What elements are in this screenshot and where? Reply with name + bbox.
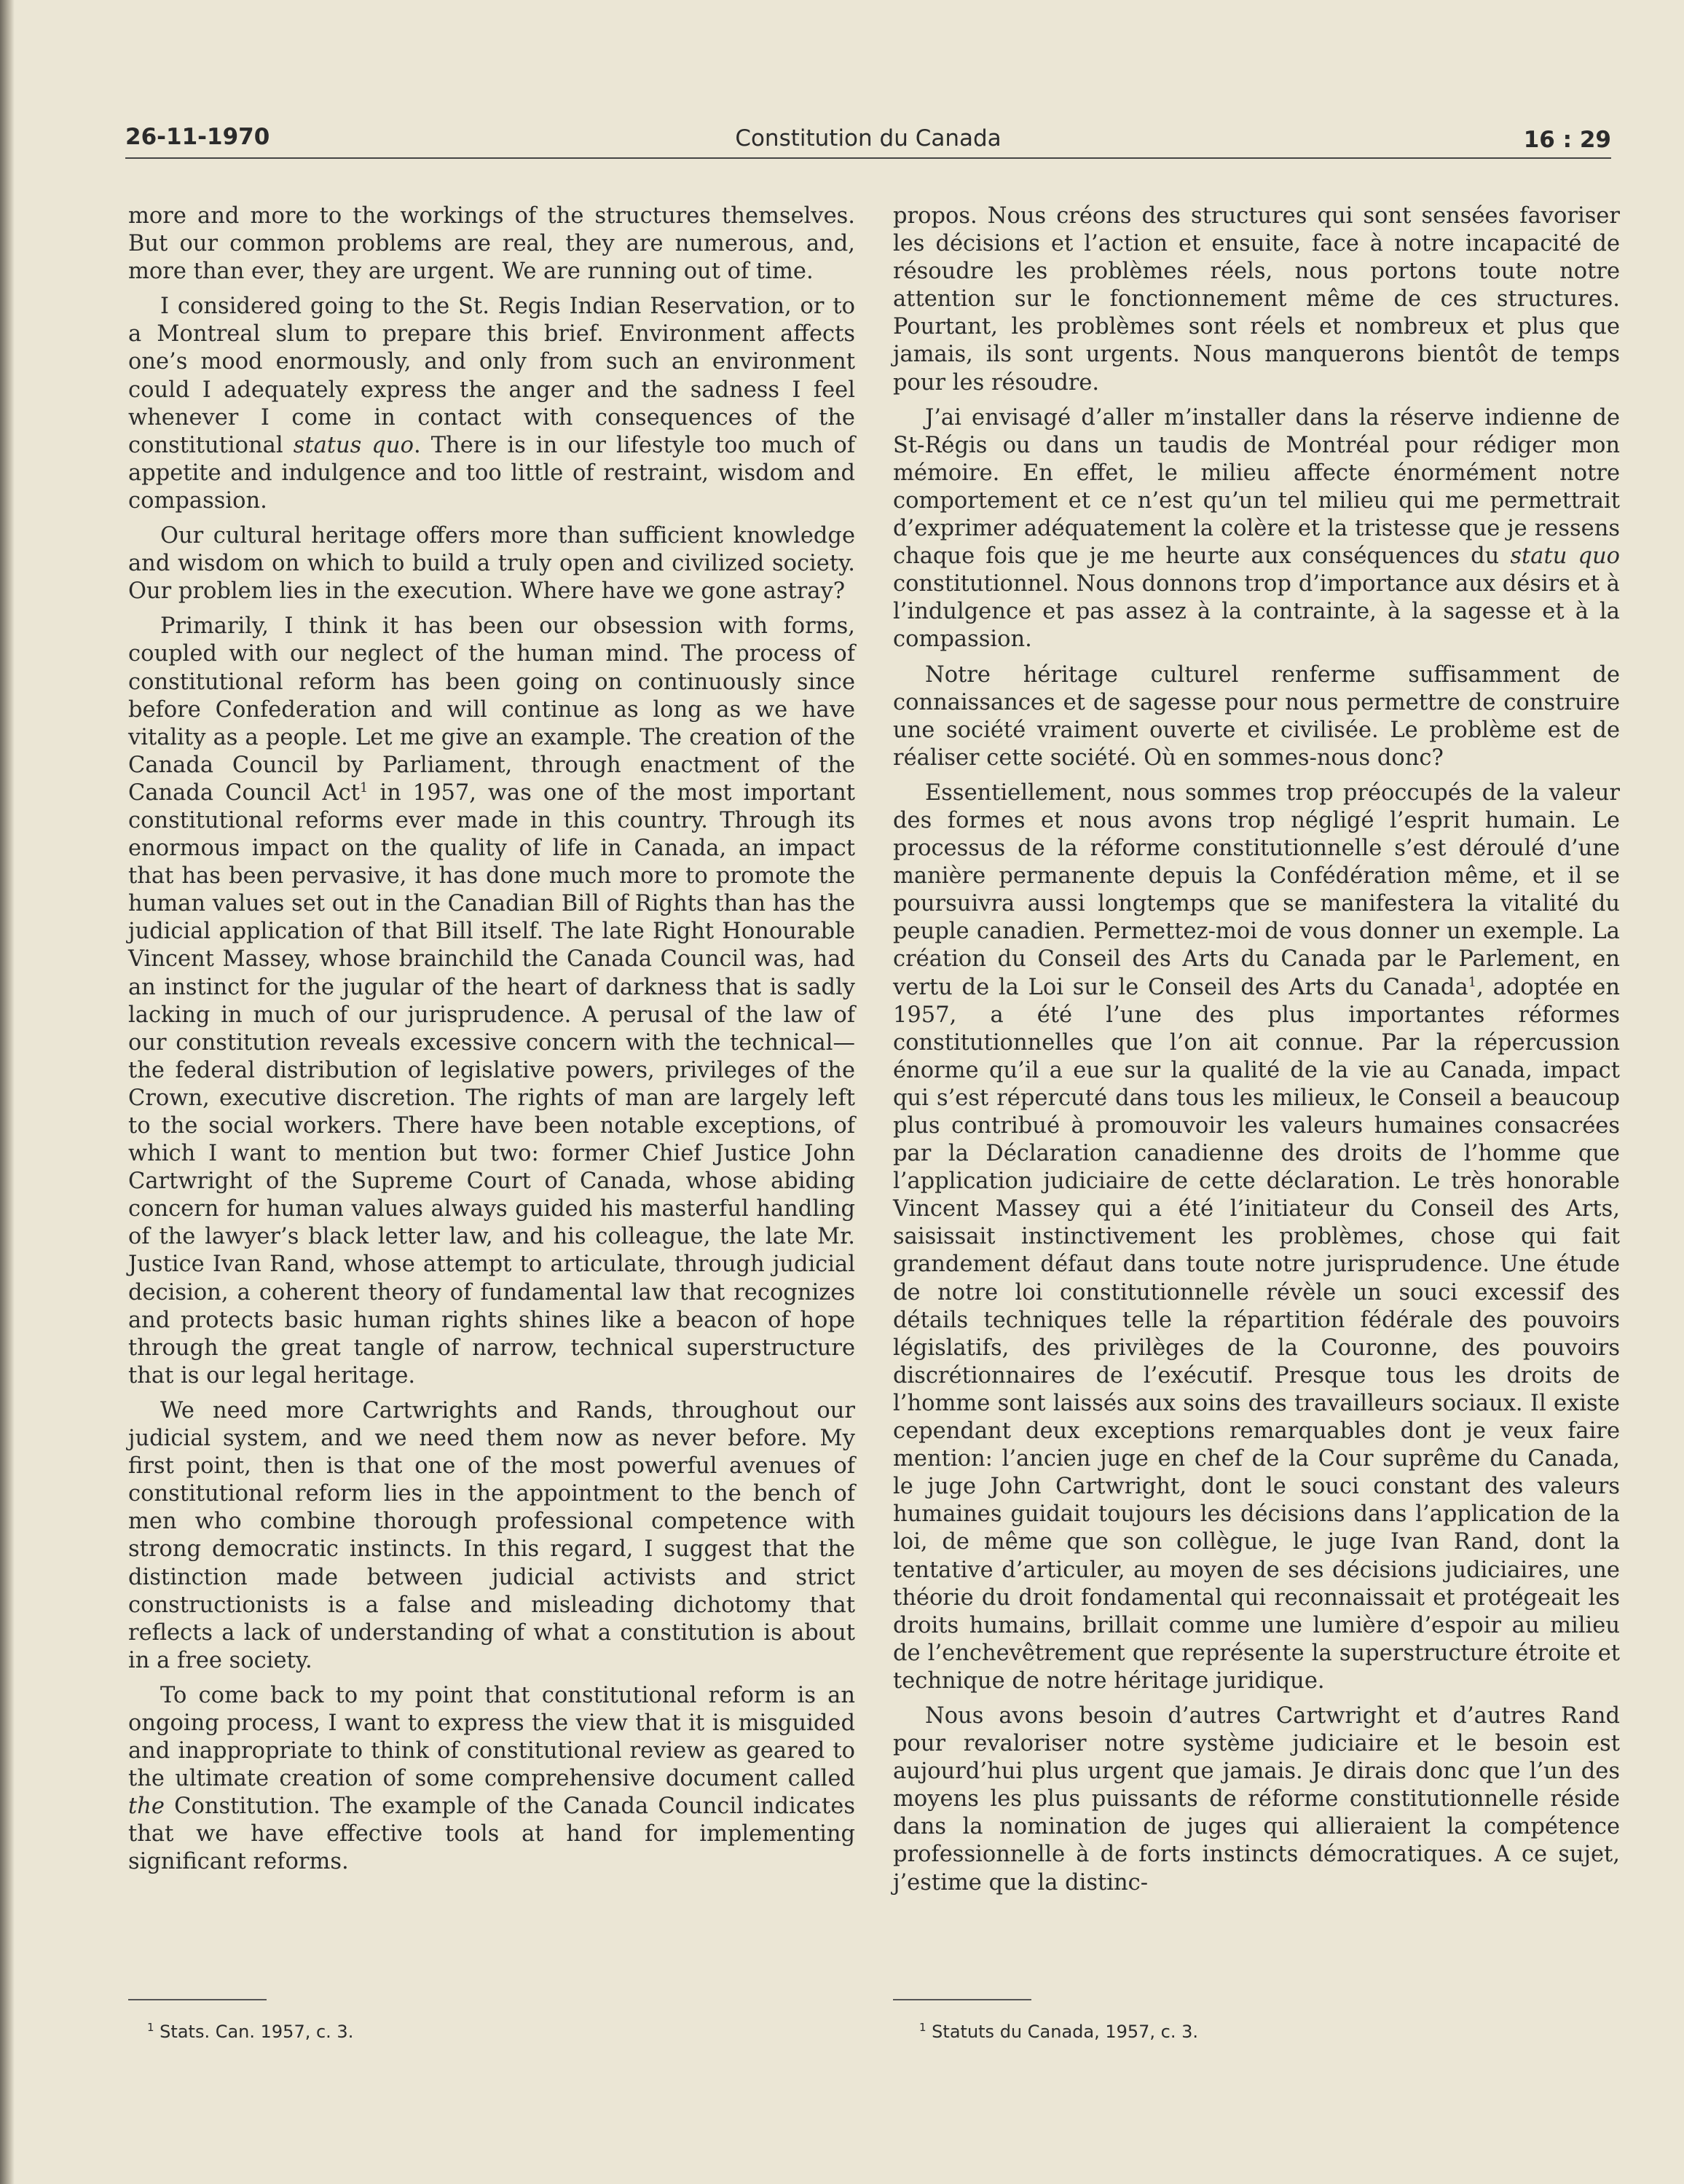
page-header	[125, 121, 1611, 159]
paragraph: more and more to the workings of the structures themselves. But our common problems are real, they are numerous, and, more than ever, they are urgent. We are running out of time.	[128, 203, 855, 285]
paragraph: Our cultural heritage offers more than sufficient knowledge and wisdom on which to build a truly open and civilized society. Our problem lies in the execution. Where have we gone astray?	[128, 523, 855, 605]
footnote-divider	[893, 1999, 1031, 2000]
paragraph: Nous avons besoin d’autres Cartwright et d’autres Rand pour revaloriser notre système judiciaire et le besoin est aujourd’hui plus urgent que jamais. Je dirais donc que l’un des moyens les plus puissants de réforme constitutionnelle réside dans la nomination de juges qui allieraient la compétence professionnelle à de forts instincts démocratiques. A ce sujet, j’estime que la distinc-	[893, 1702, 1620, 1896]
footnote-reference: 1	[359, 779, 369, 796]
footnote-reference: 1	[1468, 974, 1477, 990]
footnote-english: $^1$ Stats. Can. 1957, c. 3.	[147, 2021, 354, 2042]
paragraph: To come back to my point that constitutional reform is an ongoing process, I want to express the view that it is misguided and inappropriate to think of constitutional review as geared to the ultimate creation of some comprehensive document called the Constitution. The example of the Canada Council indicates that we have effective tools at hand for implementing significant reforms.	[128, 1682, 855, 1875]
paragraph: We need more Cartwrights and Rands, throughout our judicial system, and we need them now as never before. My first point, then is that one of the most powerful avenues of constitutional reform lies in the appointment to the bench of men who combine thorough professional competence with strong democratic instincts. In this regard, I suggest that the distinction made between judicial activists and strict constructionists is a false and misleading dichotomy that reflects a lack of understanding of what a constitution is about in a free society.	[128, 1397, 855, 1673]
header-date: 26-11-1970	[125, 124, 270, 150]
header-title: Constitution du Canada	[735, 125, 1002, 152]
english-column	[128, 203, 855, 1884]
footnote-french: $^1$ Statuts du Canada, 1957, c. 3.	[919, 2021, 1199, 2042]
paragraph: Notre héritage culturel renferme suffisamment de connaissances et de sagesse pour nous permettre de construire une société vraiment ouverte et civilisée. Le problème est de réaliser cette société. Où en sommes-nous donc?	[893, 661, 1620, 771]
header-page-number: 16 : 29	[1523, 127, 1611, 153]
paragraph: propos. Nous créons des structures qui sont sensées favoriser les décisions et l’action et ensuite, face à notre incapacité de résoudre les problèmes réels, nous portons toute notre attention sur le fonctionnement même de ces structures. Pourtant, les problèmes sont réels et nombreux et plus que jamais, ils sont urgents. Nous manquerons bientôt de temps pour les résoudre.	[893, 203, 1620, 396]
french-column	[893, 203, 1620, 1904]
book-binding-edge	[0, 0, 15, 2184]
paragraph: Primarily, I think it has been our obsession with forms, coupled with our neglect of the human mind. The process of constitutional reform has been going on continuously since before Confederation and will continue as long as we have vitality as a people. Let me give an example. The creation of the Canada Council by Parliament, through enactment of the Canada Council Act$^1$ in 1957, was one of the most important constitutional reforms ever made in this country. Through its enormous impact on the quality of life in Canada, an impact that has been pervasive, it has done much more to promote the human values set out in the Canadian Bill of Rights than has the judicial application of that Bill itself. The late Right Honourable Vincent Massey, whose brainchild the Canada Council was, had an instinct for the jugular of the heart of darkness that is sadly lacking in much of our jurisprudence. A perusal of the law of our constitution reveals excessive concern with the technical—the federal distribution of legislative powers, privileges of the Crown, executive discretion. The rights of man are largely left to the social workers. There have been notable exceptions, of which I want to mention but two: former Chief Justice John Cartwright of the Supreme Court of Canada, whose abiding concern for human values always guided his masterful handling of the lawyer’s black letter law, and his colleague, the late Mr. Justice Ivan Rand, whose attempt to articulate, through judicial decision, a coherent theory of fundamental law that recognizes and protects basic human rights shines like a beacon of hope through the great tangle of narrow, technical superstructure that is our legal heritage.	[128, 613, 855, 1388]
paragraph: I considered going to the St. Regis Indian Reservation, or to a Montreal slum to prepare this brief. Environment affects one’s mood enormously, and only from such an environment could I adequately express the anger and the sadness I feel whenever I come in contact with consequences of the constitutional status quo. There is in our lifestyle too much of appetite and indulgence and too little of restraint, wisdom and compassion.	[128, 294, 855, 514]
paragraph: Essentiellement, nous sommes trop préoccupés de la valeur des formes et nous avons trop négligé l’esprit humain. Le processus de la réforme constitutionnelle s’est déroulé d’une manière permanente depuis la Confédération même, et il se poursuivra aussi longtemps que se manifestera la vitalité du peuple canadien. Permettez-moi de vous donner un exemple. La création du Conseil des Arts du Canada par le Parlement, en vertu de la Loi sur le Conseil des Arts du Canada$^1$, adoptée en 1957, a été l’une des plus importantes réformes constitutionnelles que l’on ait connue. Par la répercussion énorme qu’il a eue sur la qualité de la vie au Canada, impact qui s’est répercuté dans tous les milieux, le Conseil a beaucoup plus contribué à promouvoir les valeurs humaines consacrées par la Déclaration canadienne des droits de l’homme que l’application judiciaire de cette déclaration. Le très honorable Vincent Massey qui a été l’initiateur du Conseil des Arts, saisissait instinctivement les problèmes, chose qui fait grandement défaut dans toute notre jurisprudence. Une étude de notre loi constitutionnelle révèle un souci excessif des détails techniques telle la répartition fédérale des pouvoirs législatifs, des privilèges de la Couronne, des pouvoirs discrétionnaires de l’exécutif. Presque tous les droits de l’homme sont laissés aux soins des travailleurs sociaux. Il existe cependant deux exceptions remarquables dont je veux faire mention: l’ancien juge en chef de la Cour suprême du Canada, le juge John Cartwright, dont le souci constant des valeurs humaines guidait toujours les décisions dans l’application de la loi, de même que son collègue, le juge Ivan Rand, dont la tentative d’articuler, au moyen de ses décisions judiciaires, une théorie du droit fondamental qui reconnaissait et protégeait les droits humains, brillait comme une lumière d’espoir au milieu de l’enchevêtrement que représente la superstructure étroite et technique de notre héritage juridique.	[893, 779, 1620, 1694]
footnote-divider	[128, 1999, 267, 2000]
paragraph: J’ai envisagé d’aller m’installer dans la réserve indienne de St-Régis ou dans un taudis de Montréal pour rédiger mon mémoire. En effet, le milieu affecte énormément notre comportement et ce n’est qu’un tel milieu qui me permettrait d’exprimer adéquatement la colère et la tristesse que je ressens chaque fois que je me heurte aux conséquences du statu quo constitutionnel. Nous donnons trop d’importance aux désirs et à l’indulgence et pas assez à la contrainte, à la sagesse et à la compassion.	[893, 404, 1620, 653]
